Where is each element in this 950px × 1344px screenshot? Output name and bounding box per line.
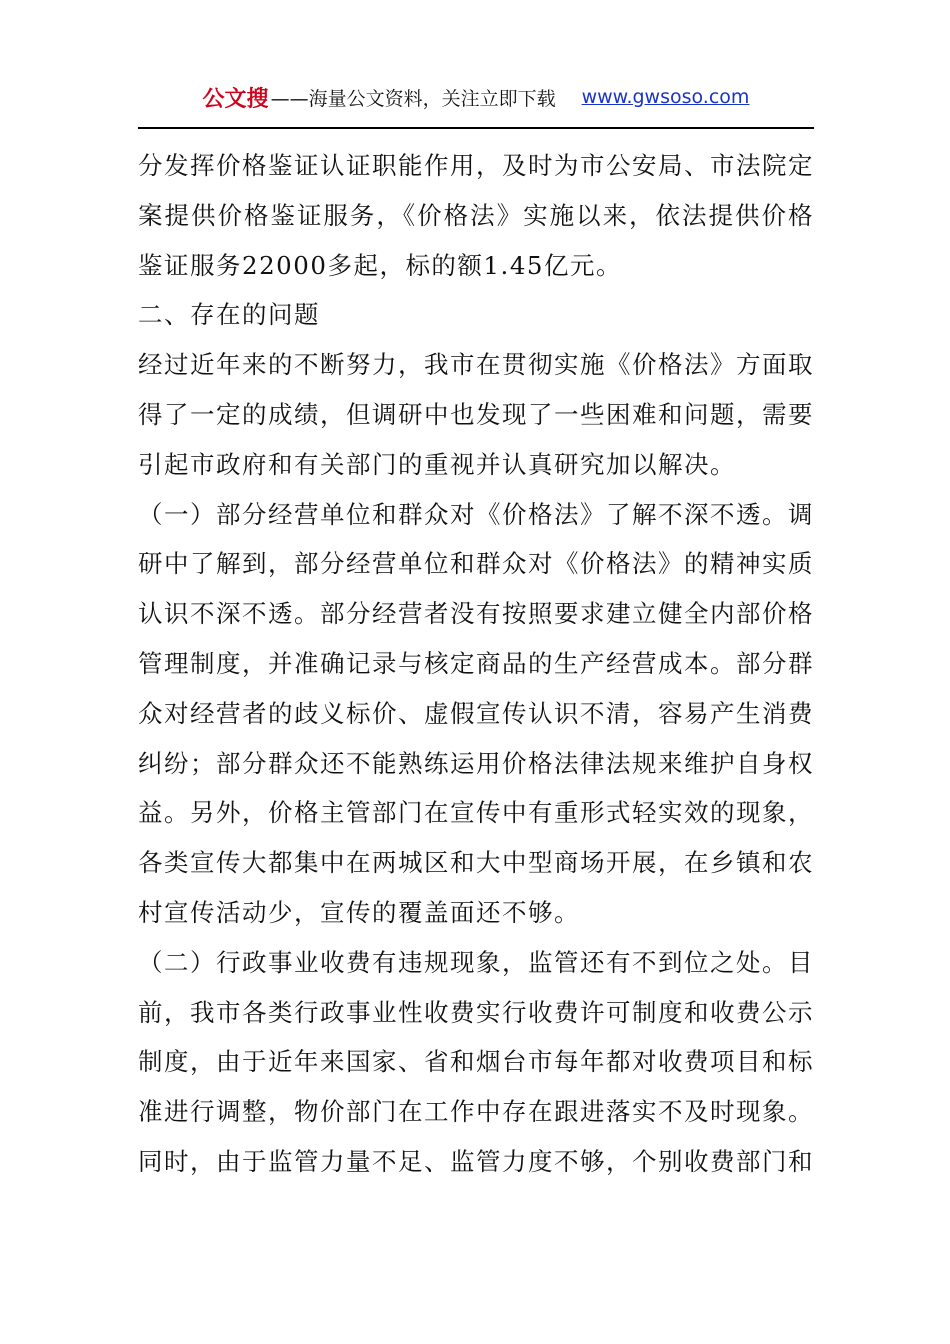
site-link[interactable]: www.gwsoso.com [581, 86, 750, 108]
paragraph-2: 经过近年来的不断努力，我市在贯彻实施《价格法》方面取得了一定的成绩，但调研中也发现了一些困难和问题，需要引起市政府和有关部门的重视并认真研究加以解决。 [138, 350, 814, 479]
page-header [138, 80, 814, 114]
document-body [138, 141, 814, 1187]
header-slogan: ——海量公文资料，关注立即下载 [270, 87, 556, 110]
header-divider [138, 127, 814, 129]
paragraph-3: （一）部分经营单位和群众对《价格法》了解不深不透。调研中了解到，部分经营单位和群众对《价格法》的精神实质认识不深不透。部分经营者没有按照要求建立健全内部价格管理制度，并准确记录与核定商品的生产经营成本。部分群众对经营者的歧义标价、虚假宣传认识不清，容易产生消费纠纷；部分群众还不能熟练运用价格法律法规来维护自身权益。另外，价格主管部门在宣传中有重形式轻实效的现象，各类宣传大都集中在两城区和大中型商场开展，在乡镇和农村宣传活动少，宣传的覆盖面还不够。 [138, 499, 814, 927]
paragraph-1: 分发挥价格鉴证认证职能作用，及时为市公安局、市法院定案提供价格鉴证服务，《价格法》实施以来，依法提供价格鉴证服务22000多起，标的额1.45亿元。 [138, 151, 814, 280]
paragraph-4: （二）行政事业收费有违规现象，监管还有不到位之处。目前，我市各类行政事业性收费实行收费许可制度和收费公示制度，由于近年来国家、省和烟台市每年都对收费项目和标准进行调整，物价部门在工作中存在跟进落实不及时现象。同时，由于监管力量不足、监管力度不够，个别收费部门和 [138, 947, 814, 1176]
brand-logo: 公文搜 [202, 86, 269, 112]
section-heading: 二、存在的问题 [138, 300, 320, 330]
